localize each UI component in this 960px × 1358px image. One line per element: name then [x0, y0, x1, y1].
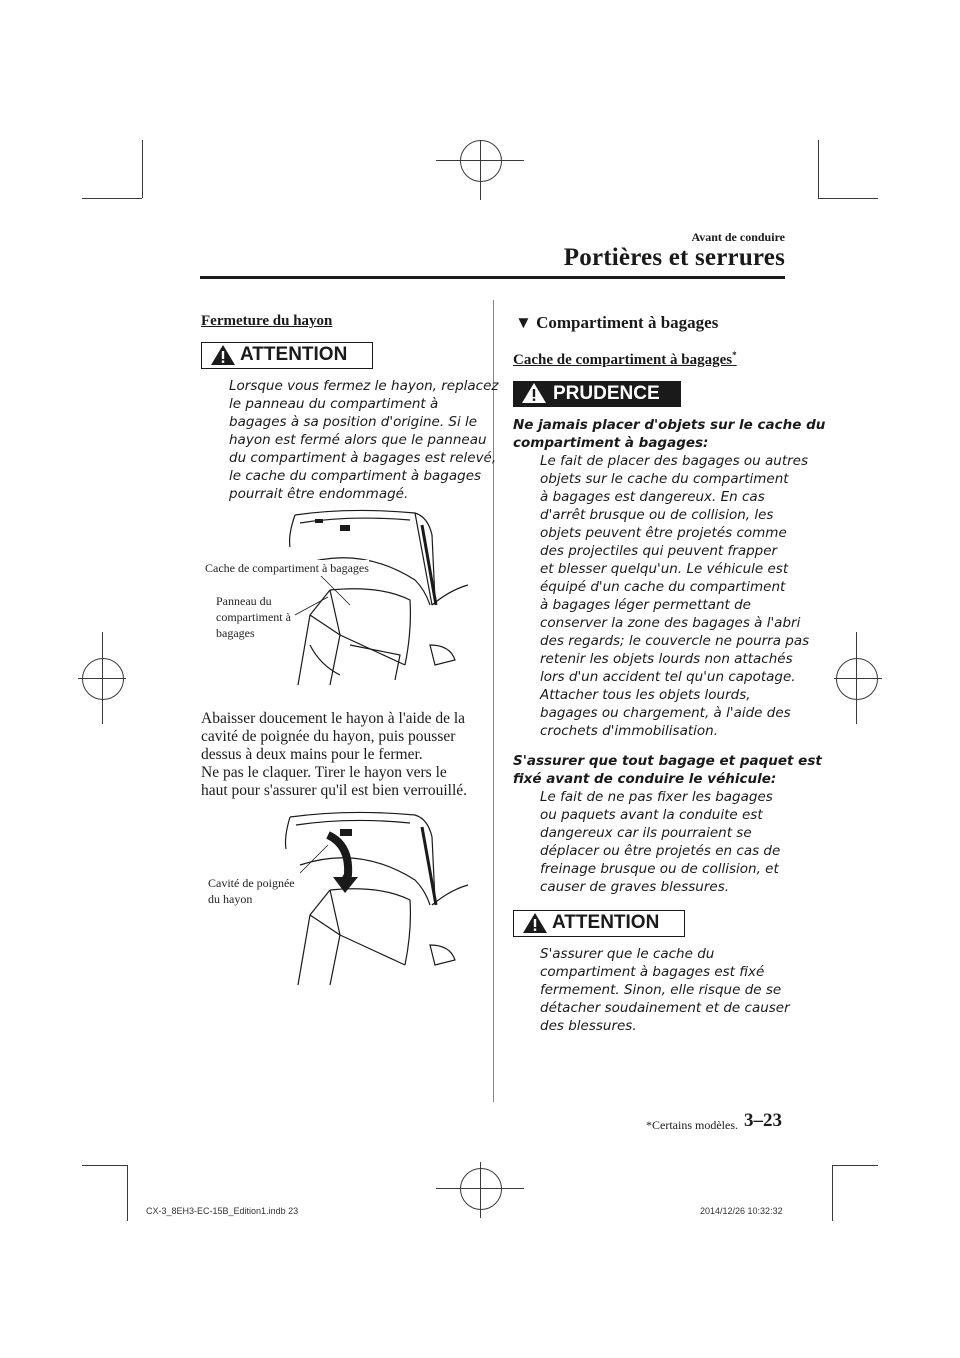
attention-label-left: ATTENTION [201, 342, 373, 369]
callout-cover: Cache de compartiment à bagages [205, 561, 369, 575]
footnote: *Certains modèles. [646, 1118, 738, 1132]
callout-panel: Panneau du compartiment à bagages [216, 594, 291, 640]
warning-text-secure: Le fait de ne pas fixer les bagages ou paquets avant la conduite est dangereux car ils pourraient se déplacer ou être projetés en cas de freinage brusque ou de collision, et causer de graves blessures. [540, 789, 781, 895]
figure-liftgate-cover [200, 505, 470, 695]
attention-text-left: Lorsque vous fermez le hayon, replacez le panneau du compartiment à bagages à sa position d'origine. Si le hayon est fermé alors que le panneau du compartiment à bagages est relevé, le cache du compartiment à bagages pourrait être endommagé. [229, 378, 499, 502]
warning-triangle-icon [521, 382, 547, 404]
triangle-marker-icon: ▼ [515, 313, 532, 332]
right-heading: ▼ Compartiment à bagages [515, 313, 719, 332]
prudence-label: PRUDENCE [513, 381, 681, 407]
header-rule [200, 276, 785, 279]
warning-triangle-icon [210, 344, 236, 366]
attention-label-right: ATTENTION [513, 910, 685, 937]
callout-handle: Cavité de poignée du hayon [208, 876, 295, 906]
closing-instructions: Abaisser doucement le hayon à l'aide de la cavité de poignée du hayon, puis pousser dessus à deux mains pour le fermer. Ne pas le claquer. Tirer le hayon vers le haut pour s'assurer qu'il est bien verrouillé. [201, 710, 468, 799]
right-subheading: Cache de compartiment à bagages* [513, 350, 737, 368]
warning-triangle-icon [522, 912, 548, 934]
figure-liftgate-handle [200, 805, 470, 995]
warning-title-cover: Ne jamais placer d'objets sur le cache du compartiment à bagages: [513, 417, 826, 451]
warning-title-secure: S'assurer que tout bagage et paquet est fixé avant de conduire le véhicule: [513, 753, 822, 787]
page-title: Portières et serrures [563, 244, 785, 271]
warning-text-cover: Le fait de placer des bagages ou autres objets sur le cache du compartiment à bagages est dangereux. En cas d'arrêt brusque ou de collision, les objets peuvent être projetés comme des projectiles qui peuvent frapper et blesser quelqu'un. Le véhicule est équipé d'un cache du compartiment à bagages léger permettant de conserver la zone des bagages à l'abri des regards; le couvercle ne pourra pas retenir les objets lourds non attachés lors d'un accident tel qu'un capotage. Attacher tous les objets lourds, bagages ou chargement, à l'aide des crochets d'immobilisation. [540, 453, 810, 739]
attention-text-right: S'assurer que le cache du compartiment à bagages est fixé fermement. Sinon, elle risque de se détacher soudainement et de causer des blessures. [540, 946, 790, 1034]
left-heading: Fermeture du hayon [201, 313, 333, 329]
imprint-file: CX-3_8EH3-EC-15B_Edition1.indb 23 [146, 1206, 299, 1216]
section-label: Avant de conduire [691, 230, 785, 244]
imprint-timestamp: 2014/12/26 10:32:32 [700, 1206, 783, 1216]
page-number: 3–23 [744, 1110, 782, 1131]
